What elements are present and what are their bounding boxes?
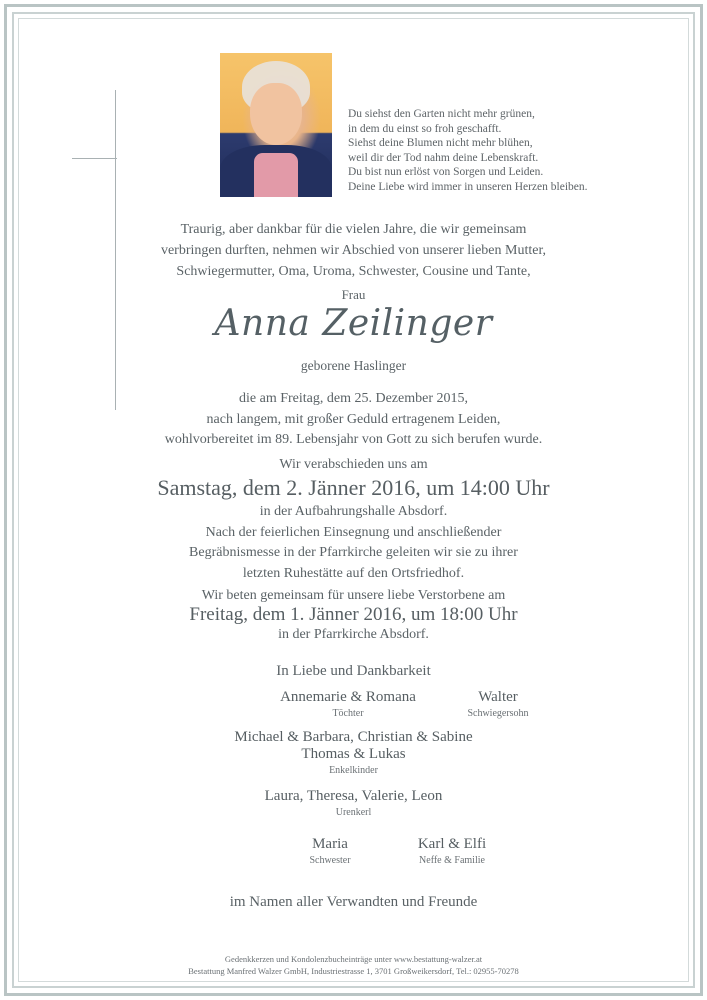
family-names: Annemarie & Romana (280, 689, 416, 705)
footer (0, 953, 707, 977)
footer-line: Gedenkkerzen und Kondolenzbucheinträge unter www.bestattung-walzer.at (224, 954, 483, 964)
family-role: Töchter (332, 708, 364, 719)
poem-line: in dem du einst so froh geschafft. (348, 122, 502, 135)
intro-text (0, 219, 707, 282)
family-names: Maria (312, 836, 348, 852)
farewell-intro: Wir verabschieden uns am (279, 457, 428, 472)
birth-name: geborene Haslinger (300, 358, 407, 373)
family-names: Thomas & Lukas (301, 746, 406, 762)
poem-line: Siehst deine Blumen nicht mehr blühen, (348, 137, 533, 149)
poem (348, 107, 648, 194)
family-role: Neffe & Familie (419, 855, 485, 866)
family-nephew (400, 836, 504, 866)
family-names: Karl & Elfi (417, 836, 487, 852)
poem-line: Du bist nun erlöst von Sorgen und Leiden. (348, 166, 544, 178)
intro-line: verbringen durften, nehmen wir Abschied von unserer lieben Mutter, (160, 243, 547, 258)
family-son-in-law (448, 689, 548, 719)
death-notice-line: die am Freitag, dem 25. Dezember 2015, (239, 391, 468, 406)
family-role: Schwester (309, 855, 351, 866)
intro-line: Schwiegermutter, Oma, Uroma, Schwester, Cousine und Tante, (176, 264, 531, 279)
portrait-face (250, 83, 302, 145)
family-great-grandchildren (0, 788, 707, 818)
family-names: Walter (478, 689, 518, 705)
intro-line: Traurig, aber dankbar für die vielen Jahre, die wir gemeinsam (180, 222, 527, 237)
family-names: Michael & Barbara, Christian & Sabine (234, 729, 473, 745)
prayer-intro: Wir beten gemeinsam für unsere liebe Verstorbene am (201, 588, 506, 603)
family-role: Enkelkinder (329, 765, 378, 776)
funeral-details-line: letzten Ruhestätte auf den Ortsfriedhof. (242, 565, 465, 581)
family-grandchildren (0, 729, 707, 776)
poem-line: Deine Liebe wird immer in unseren Herzen bleiben. (348, 180, 588, 193)
prayer-place: in der Pfarrkirche Absdorf. (278, 627, 429, 642)
poem-line: weil dir der Tod nahm deine Lebenskraft. (348, 151, 539, 164)
funeral-details-line: Nach der feierlichen Einsegnung und anschließender (205, 524, 502, 540)
family-daughters (258, 689, 438, 719)
poem-line: Du siehst den Garten nicht mehr grünen, (348, 108, 535, 120)
love-line: In Liebe und Dankbarkeit (276, 663, 431, 679)
deceased-name: Anna Zeilinger (214, 303, 493, 344)
cross-horizontal-bar (72, 158, 117, 159)
funeral-details (0, 502, 707, 584)
closing-line: im Namen aller Verwandten und Freunde (229, 894, 478, 910)
family-sister (280, 836, 380, 866)
portrait-collar (254, 153, 298, 197)
family-role: Schwiegersohn (467, 708, 529, 719)
funeral-date: Samstag, dem 2. Jänner 2016, um 14:00 Uhr (157, 475, 550, 500)
death-notice-line: wohlvorbereitet im 89. Lebensjahr von Gott zu sich berufen wurde. (164, 432, 543, 447)
family-names: Laura, Theresa, Valerie, Leon (264, 788, 443, 804)
death-notice (0, 389, 707, 451)
family-role: Urenkerl (335, 807, 372, 818)
death-notice-line: nach langem, mit großer Geduld ertragenem Leiden, (206, 411, 501, 427)
prayer-date: Freitag, dem 1. Jänner 2016, um 18:00 Uhr (189, 604, 518, 625)
funeral-details-line: in der Aufbahrungshalle Absdorf. (259, 504, 448, 519)
salutation: Frau (341, 287, 366, 302)
funeral-details-line: Begräbnismesse in der Pfarrkirche geleiten wir sie zu ihrer (189, 545, 518, 560)
footer-line: Bestattung Manfred Walzer GmbH, Industriestrasse 1, 3701 Großweikersdorf, Tel.: 02955-70278 (188, 966, 519, 976)
portrait-photo (220, 53, 332, 197)
